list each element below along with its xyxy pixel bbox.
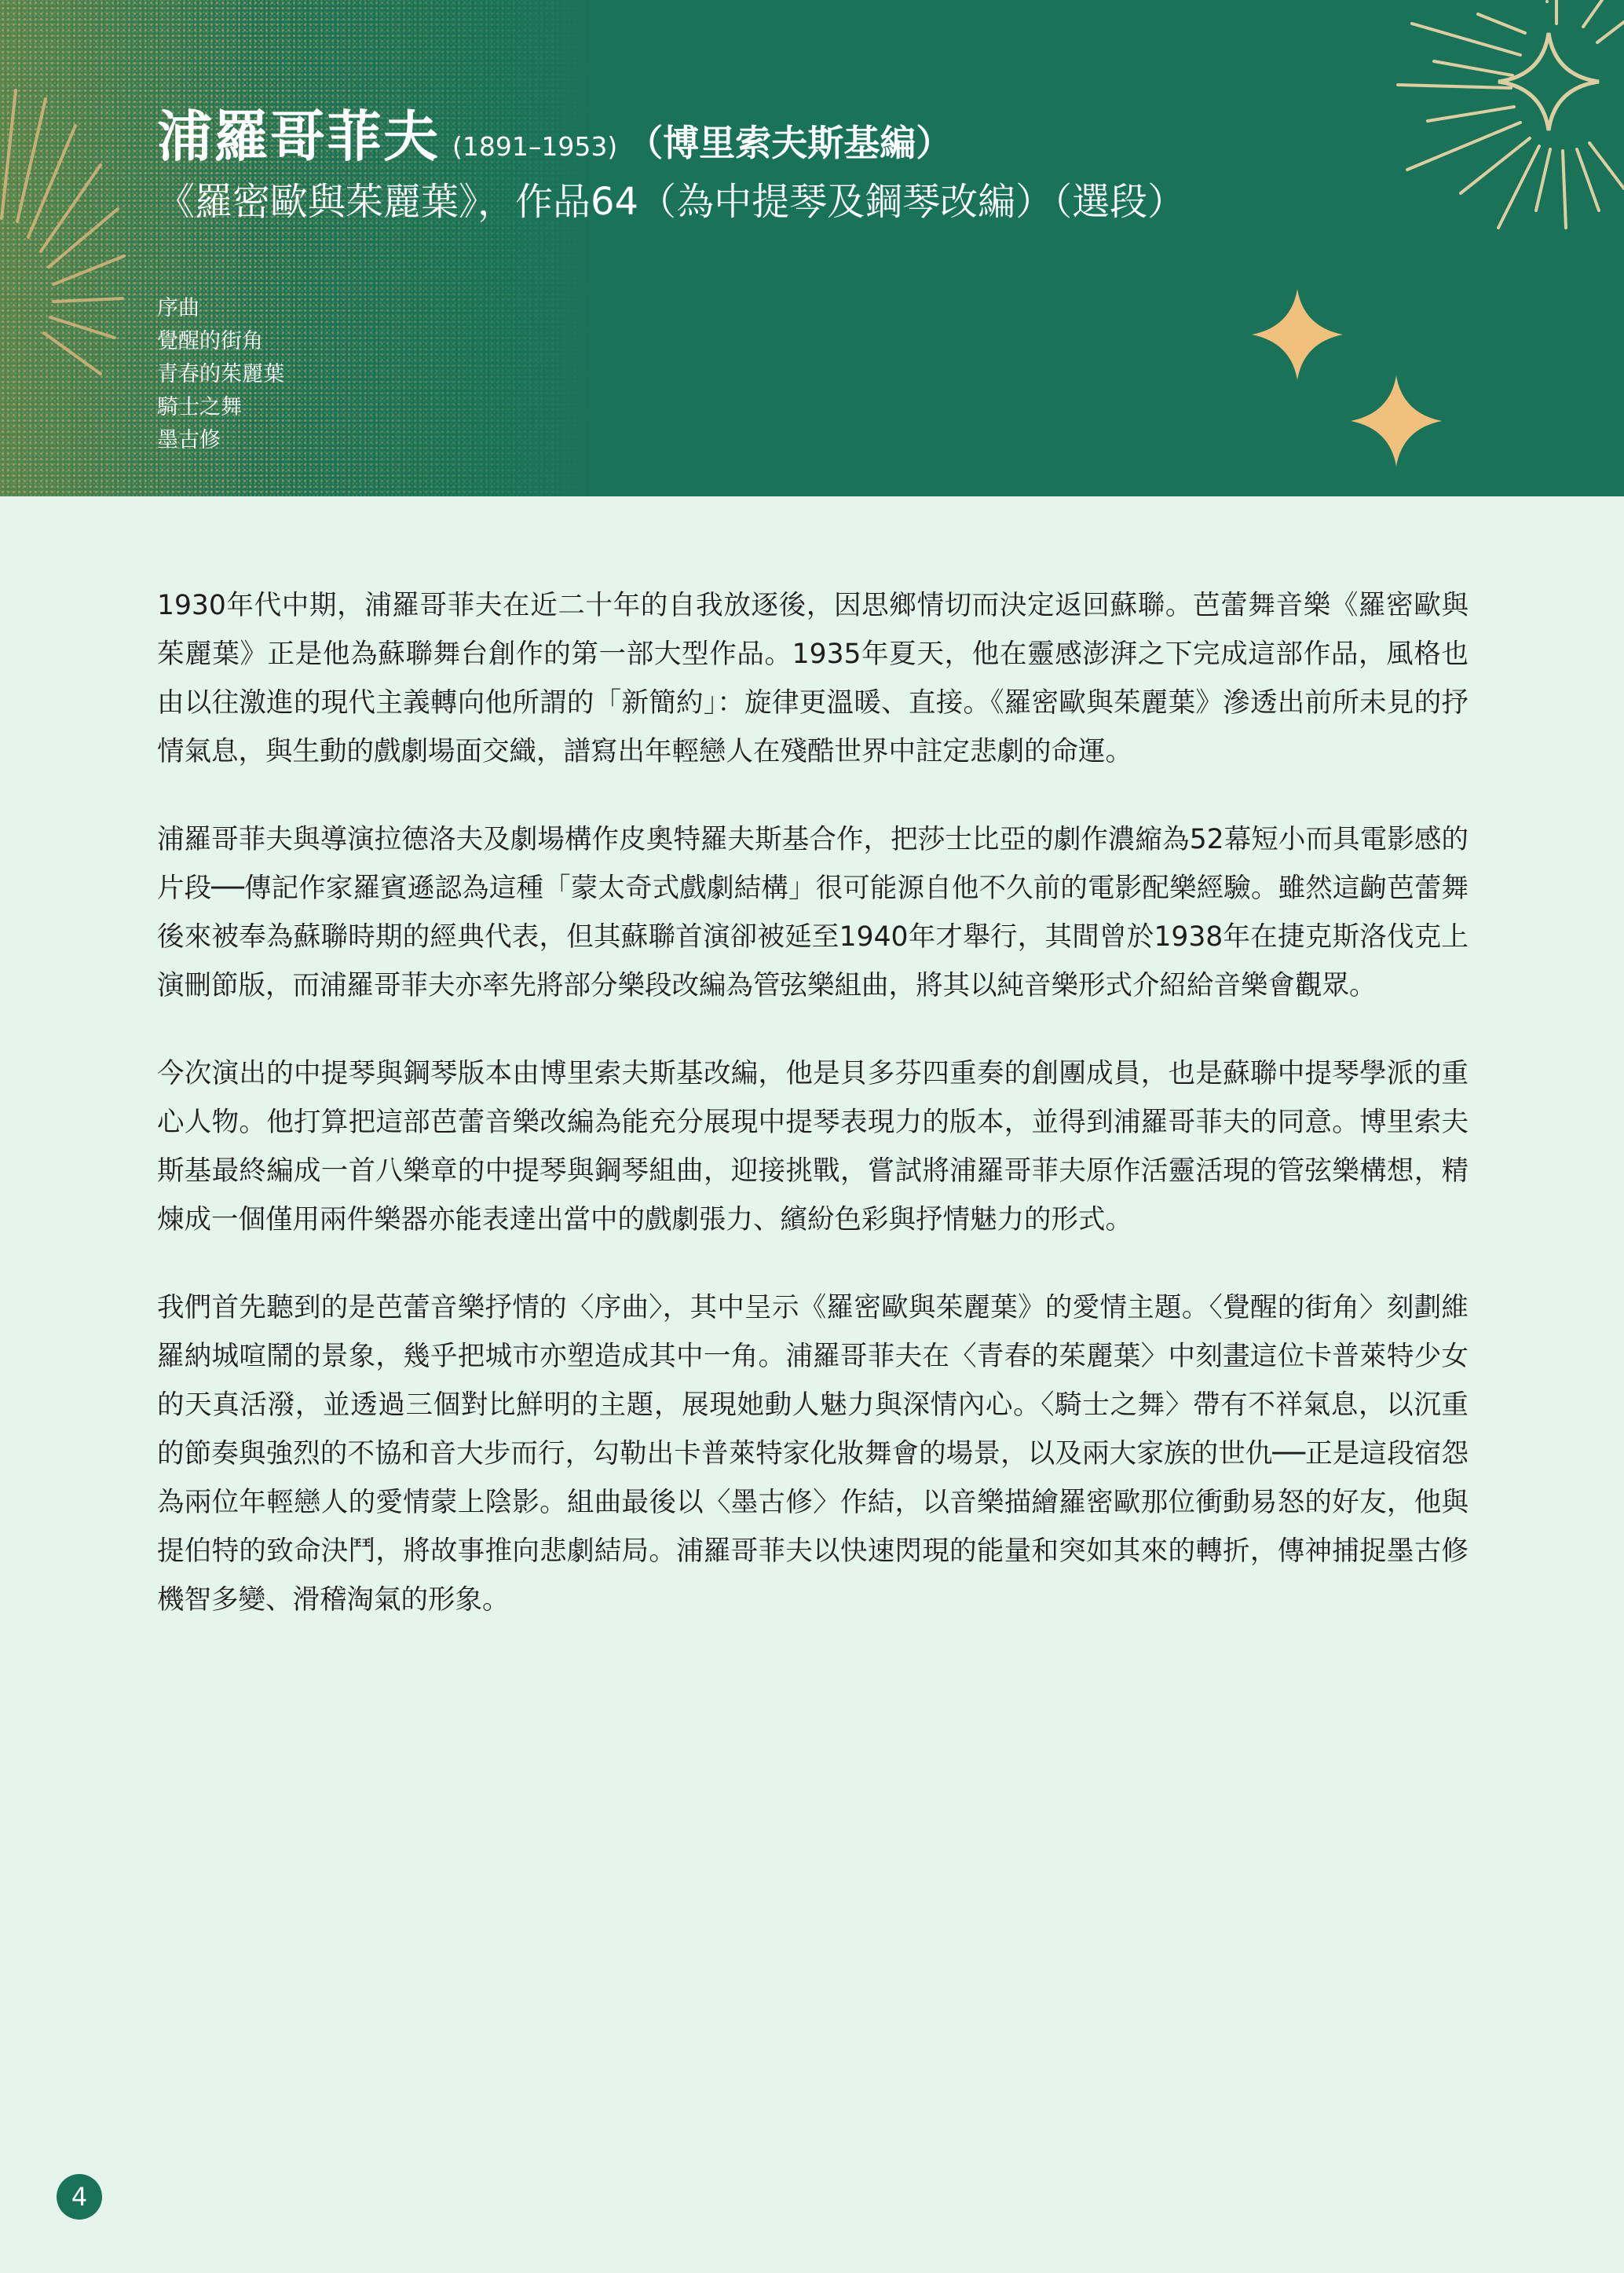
- title-line: [157, 93, 952, 172]
- composer-years: (1891–1953): [452, 131, 618, 162]
- right-starburst-icon: [1398, 0, 1624, 228]
- movement-item: 青春的茱麗葉: [157, 362, 284, 386]
- movement-item: 覺醒的街角: [157, 329, 263, 353]
- movement-item: 序曲: [157, 296, 199, 320]
- body-paragraph: 浦羅哥菲夫與導演拉德洛夫及劇場構作皮奧特羅夫斯基合作，把莎士比亞的劇作濃縮為52幕短小而具電影感的片段──傳記作家羅賓遜認為這種「蒙太奇式戲劇結構」很可能源自他不久前的電影配樂經驗。雖然這齣芭蕾舞後來被奉為蘇聯時期的經典代表，但其蘇聯首演卻被延至1940年才舉行，其間曾於1938年在捷克斯洛伐克上演刪節版，而浦羅哥菲夫亦率先將部分樂段改編為管弦樂組曲，將其以純音樂形式介紹給音樂會觀眾。: [157, 824, 1469, 1001]
- left-starburst-icon: [2, 90, 124, 374]
- movement-item: 墨古修: [157, 428, 221, 452]
- arranger-credit: （博里索夫斯基編）: [627, 122, 953, 164]
- program-notes: [157, 581, 1469, 1664]
- sparkle-small-icon: [1351, 375, 1442, 467]
- work-title: 《羅密歐與茱麗葉》，作品64（為中提琴及鋼琴改編）（選段）: [157, 180, 1186, 224]
- body-paragraph: 今次演出的中提琴與鋼琴版本由博里索夫斯基改編，他是貝多芬四重奏的創團成員，也是蘇聯中提琴學派的重心人物。他打算把這部芭蕾音樂改編為能充分展現中提琴表現力的版本，並得到浦羅哥菲夫的同意。博里索夫斯基最終編成一首八樂章的中提琴與鋼琴組曲，迎接挑戰，嘗試將浦羅哥菲夫原作活靈活現的管弦樂構想，精煉成一個僅用兩件樂器亦能表達出當中的戲劇張力、繽紛色彩與抒情魅力的形式。: [157, 1058, 1469, 1235]
- body-paragraph: 我們首先聽到的是芭蕾音樂抒情的〈序曲〉，其中呈示《羅密歐與茱麗葉》的愛情主題。〈覺醒的街角〉刻劃維羅納城喧鬧的景象，幾乎把城市亦塑造成其中一角。浦羅哥菲夫在〈青春的茱麗葉〉中刻畫這位卡普萊特少女的天真活潑，並透過三個對比鮮明的主題，展現她動人魅力與深情內心。〈騎士之舞〉帶有不祥氣息，以沉重的節奏與強烈的不協和音大步而行，勾勒出卡普萊特家化妝舞會的場景，以及兩大家族的世仇──正是這段宿怨為兩位年輕戀人的愛情蒙上陰影。組曲最後以〈墨古修〉作結，以音樂描繪羅密歐那位衝動易怒的好友，他與提伯特的致命決鬥，將故事推向悲劇結局。浦羅哥菲夫以快速閃現的能量和突如其來的轉折，傳神捕捉墨古修機智多變、滑稽淘氣的形象。: [157, 1292, 1469, 1616]
- sparkle-large-icon: [1252, 289, 1343, 380]
- movement-list: [157, 292, 284, 457]
- page-number-badge: 4: [57, 2174, 102, 2220]
- body-paragraph: 1930年代中期，浦羅哥菲夫在近二十年的自我放逐後，因思鄉情切而決定返回蘇聯。芭蕾舞音樂《羅密歐與茱麗葉》正是他為蘇聯舞台創作的第一部大型作品。1935年夏天，他在靈感澎湃之下完成這部作品，風格也由以往激進的現代主義轉向他所謂的「新簡約」：旋律更溫暖、直接。《羅密歐與茱麗葉》滲透出前所未見的抒情氣息，與生動的戲劇場面交織，譜寫出年輕戀人在殘酷世界中註定悲劇的命運。: [157, 590, 1469, 767]
- header-banner: [0, 0, 1624, 496]
- movement-item: 騎士之舞: [157, 395, 242, 419]
- composer-name: 浦羅哥菲夫: [157, 104, 440, 169]
